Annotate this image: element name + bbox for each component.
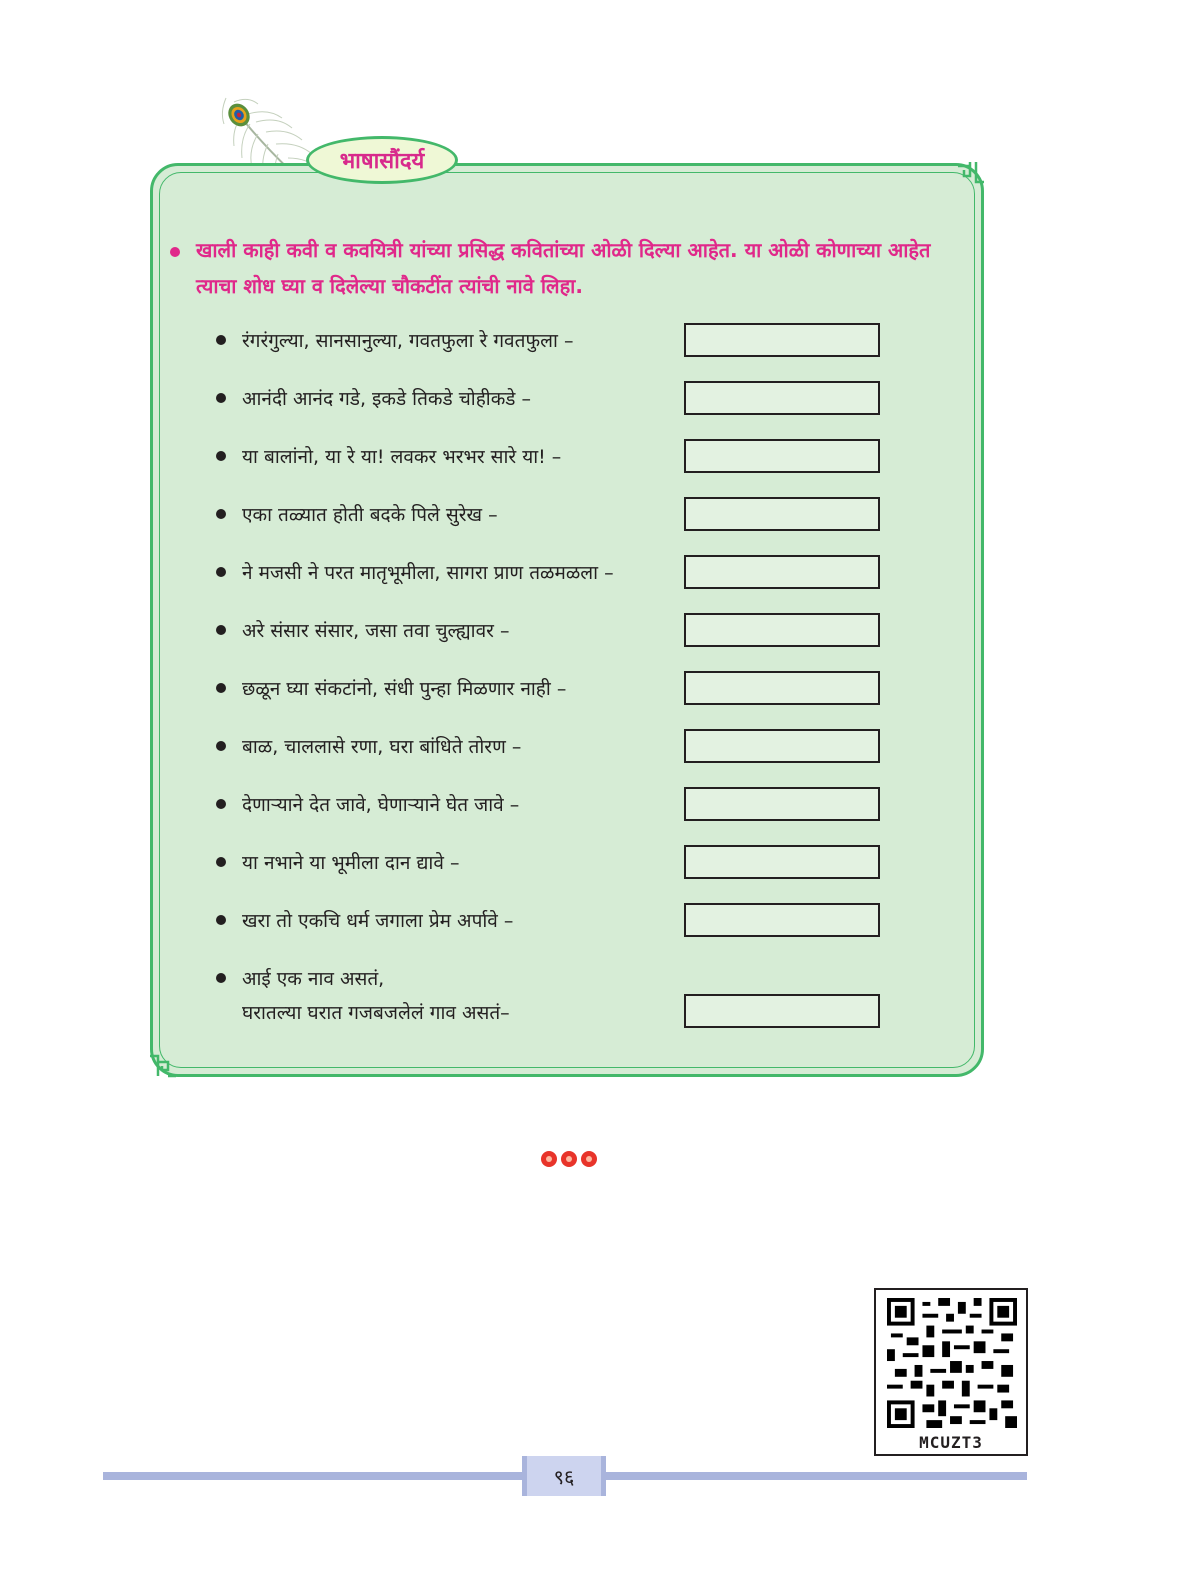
- list-item: [216, 956, 896, 1036]
- poem-line-1: आई एक नाव असतं,: [242, 968, 385, 990]
- bullet-icon: [216, 915, 226, 925]
- poem-line: अरे संसार संसार, जसा तवा चुल्ह्यावर –: [242, 620, 510, 642]
- qr-code-label: MCUZT3: [919, 1433, 983, 1452]
- answer-box[interactable]: [684, 903, 880, 937]
- poem-line: रंगरंगुल्या, सानसानुल्या, गवतफुला रे गवतफुला –: [242, 330, 574, 352]
- list-item: [216, 434, 896, 474]
- answer-box[interactable]: [684, 729, 880, 763]
- poem-line: देणाऱ्याने देत जावे, घेणाऱ्याने घेत जावे –: [242, 794, 520, 816]
- list-item: [216, 492, 896, 532]
- poem-line-2: घरातल्या घरात गजबजलेलं गाव असतं–: [242, 1002, 510, 1024]
- flower-divider-icon: [539, 1148, 599, 1170]
- list-item: [216, 608, 896, 648]
- list-item: [216, 666, 896, 706]
- page-number: ९६: [553, 1464, 575, 1489]
- corner-ornament-bottom-left: [148, 1050, 178, 1080]
- bullet-icon: [216, 393, 226, 403]
- bullet-icon: [216, 335, 226, 345]
- poem-line: या बालांनो, या रे या! लवकर भरभर सारे या! –: [242, 446, 562, 468]
- answer-box[interactable]: [684, 845, 880, 879]
- poem-line: एका तळ्यात होती बदके पिले सुरेख –: [242, 504, 498, 526]
- answer-box[interactable]: [684, 613, 880, 647]
- bullet-icon: [216, 509, 226, 519]
- bullet-icon: [216, 625, 226, 635]
- answer-box[interactable]: [684, 381, 880, 415]
- bullet-icon: [216, 567, 226, 577]
- bullet-icon: [216, 857, 226, 867]
- bullet-icon: [170, 247, 180, 257]
- answer-box[interactable]: [684, 671, 880, 705]
- qr-code[interactable]: [874, 1288, 1028, 1456]
- list-item: [216, 898, 896, 938]
- list-item: [216, 318, 896, 358]
- page-number-tab: [522, 1456, 606, 1496]
- poem-line: ने मजसी ने परत मातृभूमीला, सागरा प्राण तळमळला –: [242, 562, 614, 584]
- poem-line: आनंदी आनंद गडे, इकडे तिकडे चोहीकडे –: [242, 388, 532, 410]
- answer-box[interactable]: [684, 439, 880, 473]
- list-item: [216, 782, 896, 822]
- instruction-text-block: [196, 232, 956, 304]
- list-item: [216, 550, 896, 590]
- answer-box[interactable]: [684, 994, 880, 1028]
- answer-box[interactable]: [684, 555, 880, 589]
- section-title-badge: [306, 136, 458, 184]
- poem-line: या नभाने या भूमीला दान द्यावे –: [242, 852, 460, 874]
- answer-box[interactable]: [684, 787, 880, 821]
- answer-box[interactable]: [684, 497, 880, 531]
- answer-box[interactable]: [684, 323, 880, 357]
- poem-line: खरा तो एकचि धर्म जगाला प्रेम अर्पावे –: [242, 910, 514, 932]
- bullet-icon: [216, 799, 226, 809]
- corner-ornament-top-right: [956, 160, 986, 190]
- poem-line: छळून घ्या संकटांनो, संधी पुन्हा मिळणार नाही –: [242, 678, 567, 700]
- instruction-text: खाली काही कवी व कवयित्री यांच्या प्रसिद्ध कवितांच्या ओळी दिल्या आहेत. या ओळी कोणाच्या आहेत त्याचा शोध घ्या व दिलेल्या चौकटींत त्यांची नावे लिहा.: [196, 238, 931, 298]
- qr-code-icon: [886, 1298, 1018, 1428]
- list-item: [216, 840, 896, 880]
- section-title: भाषासौंदर्य: [339, 149, 425, 174]
- list-item: [216, 376, 896, 416]
- bullet-icon: [216, 683, 226, 693]
- bullet-icon: [216, 741, 226, 751]
- list-item: [216, 724, 896, 764]
- bullet-icon: [216, 451, 226, 461]
- bullet-icon: [216, 973, 226, 983]
- poem-line: बाळ, चाललासे रणा, घरा बांधिते तोरण –: [242, 736, 522, 758]
